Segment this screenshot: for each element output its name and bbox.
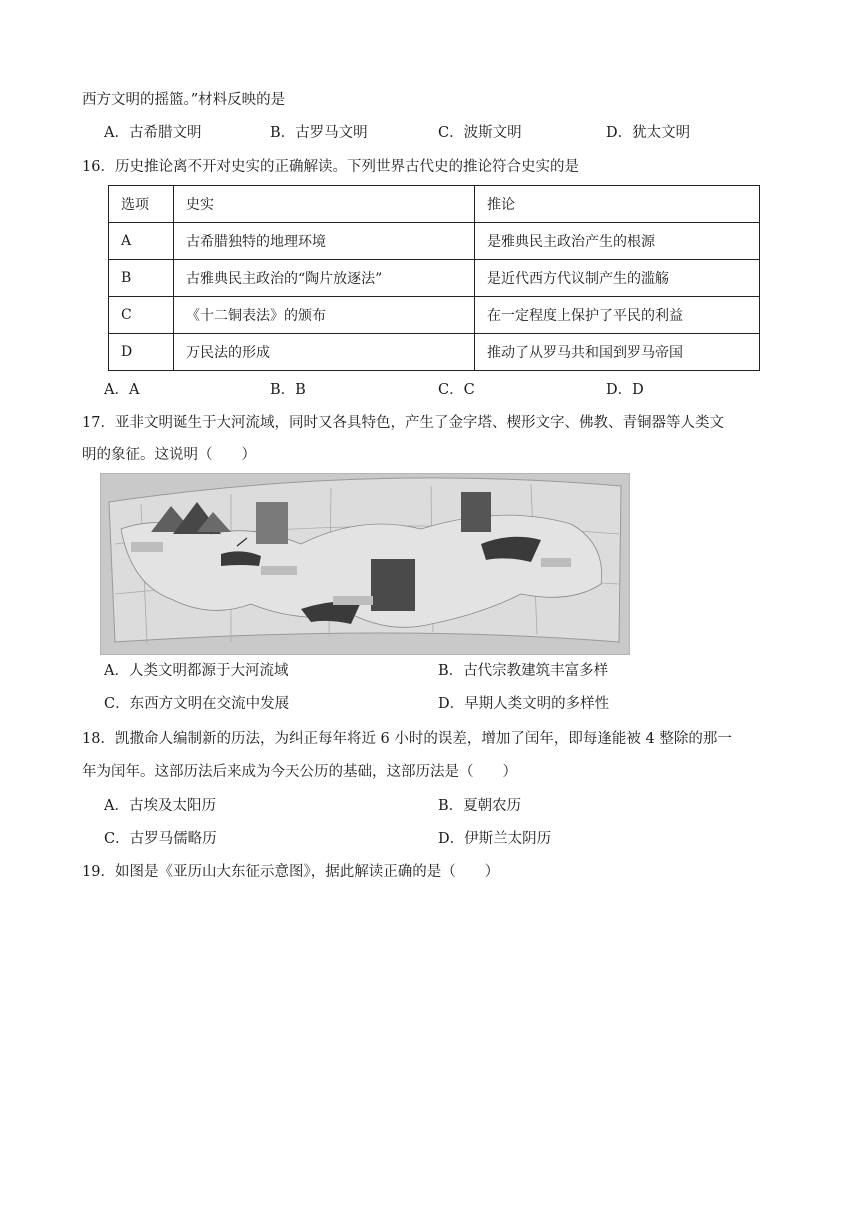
q17-option-c[interactable]: C．东西方文明在交流中发展 bbox=[104, 696, 290, 712]
q16-table bbox=[108, 185, 760, 371]
q19-stem: 19．如图是《亚历山大东征示意图》，据此解读正确的是（ ） bbox=[82, 864, 500, 880]
q18-option-a[interactable]: A．古埃及太阳历 bbox=[104, 798, 216, 814]
table-cell: 是近代西方代议制产生的滥觞 bbox=[475, 260, 760, 297]
table-row bbox=[109, 260, 760, 297]
table-cell: 在一定程度上保护了平民的利益 bbox=[475, 297, 760, 334]
q16-option-b[interactable]: B．B bbox=[270, 382, 306, 398]
table-cell: 推动了从罗马共和国到罗马帝国 bbox=[475, 334, 760, 371]
q16-option-c[interactable]: C．C bbox=[438, 382, 475, 398]
table-cell: C bbox=[109, 297, 174, 334]
q17-option-a[interactable]: A．人类文明都源于大河流域 bbox=[104, 663, 289, 679]
table-header-inference: 推论 bbox=[475, 186, 760, 223]
table-cell: D bbox=[109, 334, 174, 371]
q18-option-b[interactable]: B．夏朝农历 bbox=[438, 798, 522, 814]
table-cell: 古雅典民主政治的“陶片放逐法” bbox=[174, 260, 475, 297]
q17-option-b[interactable]: B．古代宗教建筑丰富多样 bbox=[438, 663, 609, 679]
table-cell: 是雅典民主政治产生的根源 bbox=[475, 223, 760, 260]
table-cell: 《十二铜表法》的颁布 bbox=[174, 297, 475, 334]
q16-stem: 16．历史推论离不开对史实的正确解读。下列世界古代史的推论符合史实的是 bbox=[82, 159, 579, 175]
table-cell: 古希腊独特的地理环境 bbox=[174, 223, 475, 260]
table-header-option: 选项 bbox=[109, 186, 174, 223]
table-cell: A bbox=[109, 223, 174, 260]
table-row bbox=[109, 334, 760, 371]
table-cell: B bbox=[109, 260, 174, 297]
q15-option-a[interactable]: A．古希腊文明 bbox=[104, 125, 202, 141]
q16-option-d[interactable]: D．D bbox=[606, 382, 644, 398]
intro-tail-text: 西方文明的摇篮。”材料反映的是 bbox=[82, 92, 286, 108]
table-header-fact: 史实 bbox=[174, 186, 475, 223]
q18-stem-line1: 18．凯撒命人编制新的历法，为纠正每年将近 6 小时的误差，增加了闰年，即每逢能被 4 整除的那一 bbox=[82, 731, 732, 747]
q15-option-d[interactable]: D．犹太文明 bbox=[606, 125, 691, 141]
q18-option-c[interactable]: C．古罗马儒略历 bbox=[104, 831, 217, 847]
q15-option-c[interactable]: C．波斯文明 bbox=[438, 125, 522, 141]
q17-stem-line2: 明的象征。这说明（ ） bbox=[82, 447, 256, 463]
table-cell: 万民法的形成 bbox=[174, 334, 475, 371]
table-row bbox=[109, 223, 760, 260]
civilization-map-image bbox=[100, 473, 630, 655]
q16-option-a[interactable]: A．A bbox=[104, 382, 140, 398]
q17-stem-line1: 17．亚非文明诞生于大河流域，同时又各具特色，产生了金字塔、楔形文字、佛教、青铜器等人类文 bbox=[82, 415, 724, 431]
q17-option-d[interactable]: D．早期人类文明的多样性 bbox=[438, 696, 610, 712]
q18-stem-line2: 年为闰年。这部历法后来成为今天公历的基础，这部历法是（ ） bbox=[82, 764, 517, 780]
q15-option-b[interactable]: B．古罗马文明 bbox=[270, 125, 368, 141]
table-header-row bbox=[109, 186, 760, 223]
q18-option-d[interactable]: D．伊斯兰太阴历 bbox=[438, 831, 552, 847]
table-row bbox=[109, 297, 760, 334]
